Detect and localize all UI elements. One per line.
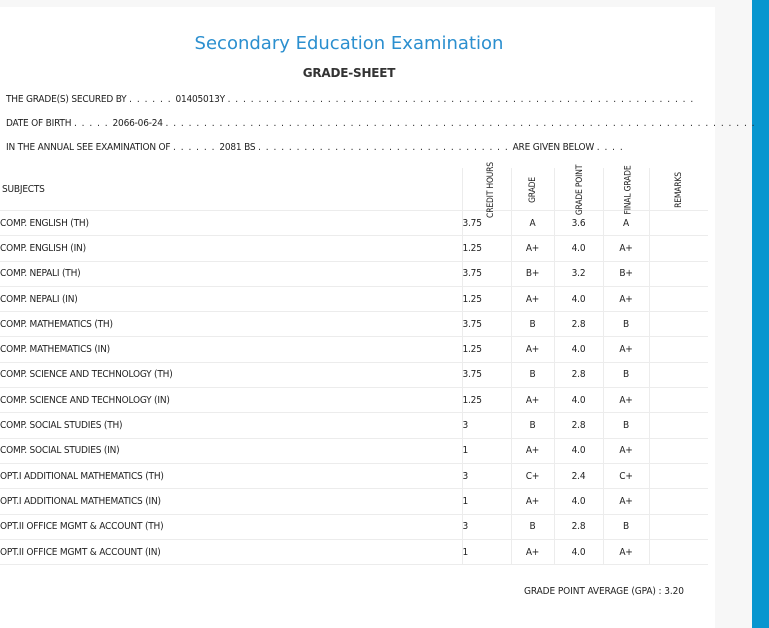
subject-cell: COMP. SCIENCE AND TECHNOLOGY (TH): [0, 362, 462, 387]
credit-hours-cell: 3: [462, 463, 511, 488]
grade-cell: A+: [511, 236, 554, 261]
gpa-value: 3.20: [664, 586, 684, 597]
col-grade: GRADE: [511, 168, 554, 211]
exam-year: 2081 BS: [219, 142, 256, 153]
col-credit-hours: CREDIT HOURS: [462, 168, 511, 211]
table-row: [0, 362, 708, 387]
table-row: [0, 514, 708, 539]
credit-hours-cell: 3.75: [462, 211, 511, 236]
grade-point-cell: 3.2: [554, 261, 603, 286]
grade-cell: A: [511, 211, 554, 236]
grade-cell: B: [511, 514, 554, 539]
grade-point-cell: 2.8: [554, 514, 603, 539]
final-grade-cell: A+: [603, 236, 649, 261]
final-grade-cell: A+: [603, 388, 649, 413]
subject-cell: COMP. MATHEMATICS (IN): [0, 337, 462, 362]
grade-cell: B+: [511, 261, 554, 286]
subject-cell: OPT.II OFFICE MGMT & ACCOUNT (TH): [0, 514, 462, 539]
credit-hours-cell: 1.25: [462, 337, 511, 362]
subject-cell: COMP. NEPALI (TH): [0, 261, 462, 286]
grade-cell: B: [511, 312, 554, 337]
final-grade-cell: A+: [603, 489, 649, 514]
table-row: [0, 438, 708, 463]
table-row: [0, 539, 708, 564]
grade-point-cell: 2.4: [554, 463, 603, 488]
final-grade-cell: A+: [603, 337, 649, 362]
remarks-cell: [649, 236, 708, 261]
remarks-cell: [649, 413, 708, 438]
grade-cell: B: [511, 413, 554, 438]
page-title: Secondary Education Examination: [194, 33, 504, 54]
exam-line: IN THE ANNUAL SEE EXAMINATION OF . . . . . . 2081 BS . . . . . . . . . . . . . . . . . . . . . . . . . . . . . . . . . ARE GIVEN BELOW . . . .: [6, 142, 624, 153]
final-grade-cell: B: [603, 362, 649, 387]
symbol-number: 01405013Y: [175, 94, 225, 105]
final-grade-cell: A: [603, 211, 649, 236]
remarks-cell: [649, 261, 708, 286]
table-row: [0, 312, 708, 337]
subject-cell: COMP. MATHEMATICS (TH): [0, 312, 462, 337]
grade-point-cell: 4.0: [554, 236, 603, 261]
final-grade-cell: B+: [603, 261, 649, 286]
grade-cell: A+: [511, 539, 554, 564]
final-grade-cell: B: [603, 514, 649, 539]
table-row: [0, 489, 708, 514]
grade-point-cell: 2.8: [554, 312, 603, 337]
final-grade-cell: B: [603, 312, 649, 337]
grades-table: [0, 161, 708, 565]
grade-point-cell: 4.0: [554, 539, 603, 564]
gpa-line: [524, 586, 684, 597]
dob-value: 2066-06-24: [112, 118, 163, 129]
col-final-grade: FINAL GRADE: [603, 168, 649, 211]
credit-hours-cell: 3.75: [462, 362, 511, 387]
table-row: [0, 211, 708, 236]
col-subjects: SUBJECTS: [0, 168, 462, 211]
remarks-cell: [649, 388, 708, 413]
table-row: [0, 286, 708, 311]
subject-cell: COMP. SCIENCE AND TECHNOLOGY (IN): [0, 388, 462, 413]
remarks-cell: [649, 362, 708, 387]
grade-cell: A+: [511, 388, 554, 413]
table-row: [0, 463, 708, 488]
grade-point-cell: 3.6: [554, 211, 603, 236]
grade-point-cell: 4.0: [554, 388, 603, 413]
secured-by-label: THE GRADE(S) SECURED BY: [6, 94, 127, 105]
remarks-cell: [649, 463, 708, 488]
page-subtitle: GRADE-SHEET: [302, 66, 396, 80]
remarks-cell: [649, 489, 708, 514]
grade-point-cell: 4.0: [554, 286, 603, 311]
remarks-cell: [649, 539, 708, 564]
table-row: [0, 413, 708, 438]
credit-hours-cell: 3: [462, 514, 511, 539]
table-row: [0, 337, 708, 362]
remarks-cell: [649, 337, 708, 362]
exam-suffix: ARE GIVEN BELOW: [512, 142, 595, 153]
dob-label: DATE OF BIRTH: [6, 118, 72, 129]
credit-hours-cell: 1.25: [462, 388, 511, 413]
remarks-cell: [649, 514, 708, 539]
exam-label: IN THE ANNUAL SEE EXAMINATION OF: [6, 142, 171, 153]
final-grade-cell: A+: [603, 286, 649, 311]
grade-point-cell: 2.8: [554, 362, 603, 387]
secured-by-line: THE GRADE(S) SECURED BY . . . . . . 01405013Y . . . . . . . . . . . . . . . . . . . . . . . . . . . . . . . . . . . . . . . . . . . . . . . . . . . . . . . . . . . . .: [6, 94, 695, 105]
credit-hours-cell: 1: [462, 438, 511, 463]
final-grade-cell: A+: [603, 539, 649, 564]
grade-point-cell: 4.0: [554, 489, 603, 514]
table-row: [0, 388, 708, 413]
page-side-bar: [752, 0, 769, 628]
credit-hours-cell: 1: [462, 539, 511, 564]
subject-cell: OPT.I ADDITIONAL MATHEMATICS (IN): [0, 489, 462, 514]
grade-point-cell: 4.0: [554, 438, 603, 463]
remarks-cell: [649, 438, 708, 463]
credit-hours-cell: 3.75: [462, 312, 511, 337]
grade-cell: C+: [511, 463, 554, 488]
grade-cell: B: [511, 362, 554, 387]
subject-cell: COMP. NEPALI (IN): [0, 286, 462, 311]
subject-cell: COMP. ENGLISH (IN): [0, 236, 462, 261]
credit-hours-cell: 1.25: [462, 286, 511, 311]
grade-cell: A+: [511, 337, 554, 362]
grade-cell: A+: [511, 286, 554, 311]
final-grade-cell: C+: [603, 463, 649, 488]
grade-cell: A+: [511, 489, 554, 514]
table-row: [0, 261, 708, 286]
credit-hours-cell: 1: [462, 489, 511, 514]
grade-point-cell: 4.0: [554, 337, 603, 362]
gpa-label: GRADE POINT AVERAGE (GPA) :: [524, 586, 662, 597]
dob-line: DATE OF BIRTH . . . . . 2066-06-24 . . . . . . . . . . . . . . . . . . . . . . . . . . . . . . . . . . . . . . . . . . . . . . . . . . . . . . . . . . . . . . . . . . . . . . . . . . . . .: [6, 118, 756, 129]
grade-cell: A+: [511, 438, 554, 463]
col-grade-point: GRADE POINT: [554, 168, 603, 211]
remarks-cell: [649, 286, 708, 311]
subject-cell: COMP. ENGLISH (TH): [0, 211, 462, 236]
credit-hours-cell: 3.75: [462, 261, 511, 286]
subject-cell: COMP. SOCIAL STUDIES (TH): [0, 413, 462, 438]
table-row: [0, 236, 708, 261]
credit-hours-cell: 1.25: [462, 236, 511, 261]
credit-hours-cell: 3: [462, 413, 511, 438]
subject-cell: OPT.II OFFICE MGMT & ACCOUNT (IN): [0, 539, 462, 564]
col-remarks: REMARKS: [649, 168, 708, 211]
subject-cell: OPT.I ADDITIONAL MATHEMATICS (TH): [0, 463, 462, 488]
remarks-cell: [649, 312, 708, 337]
grade-point-cell: 2.8: [554, 413, 603, 438]
table-header-row: [0, 168, 708, 211]
subject-cell: COMP. SOCIAL STUDIES (IN): [0, 438, 462, 463]
final-grade-cell: A+: [603, 438, 649, 463]
remarks-cell: [649, 211, 708, 236]
final-grade-cell: B: [603, 413, 649, 438]
